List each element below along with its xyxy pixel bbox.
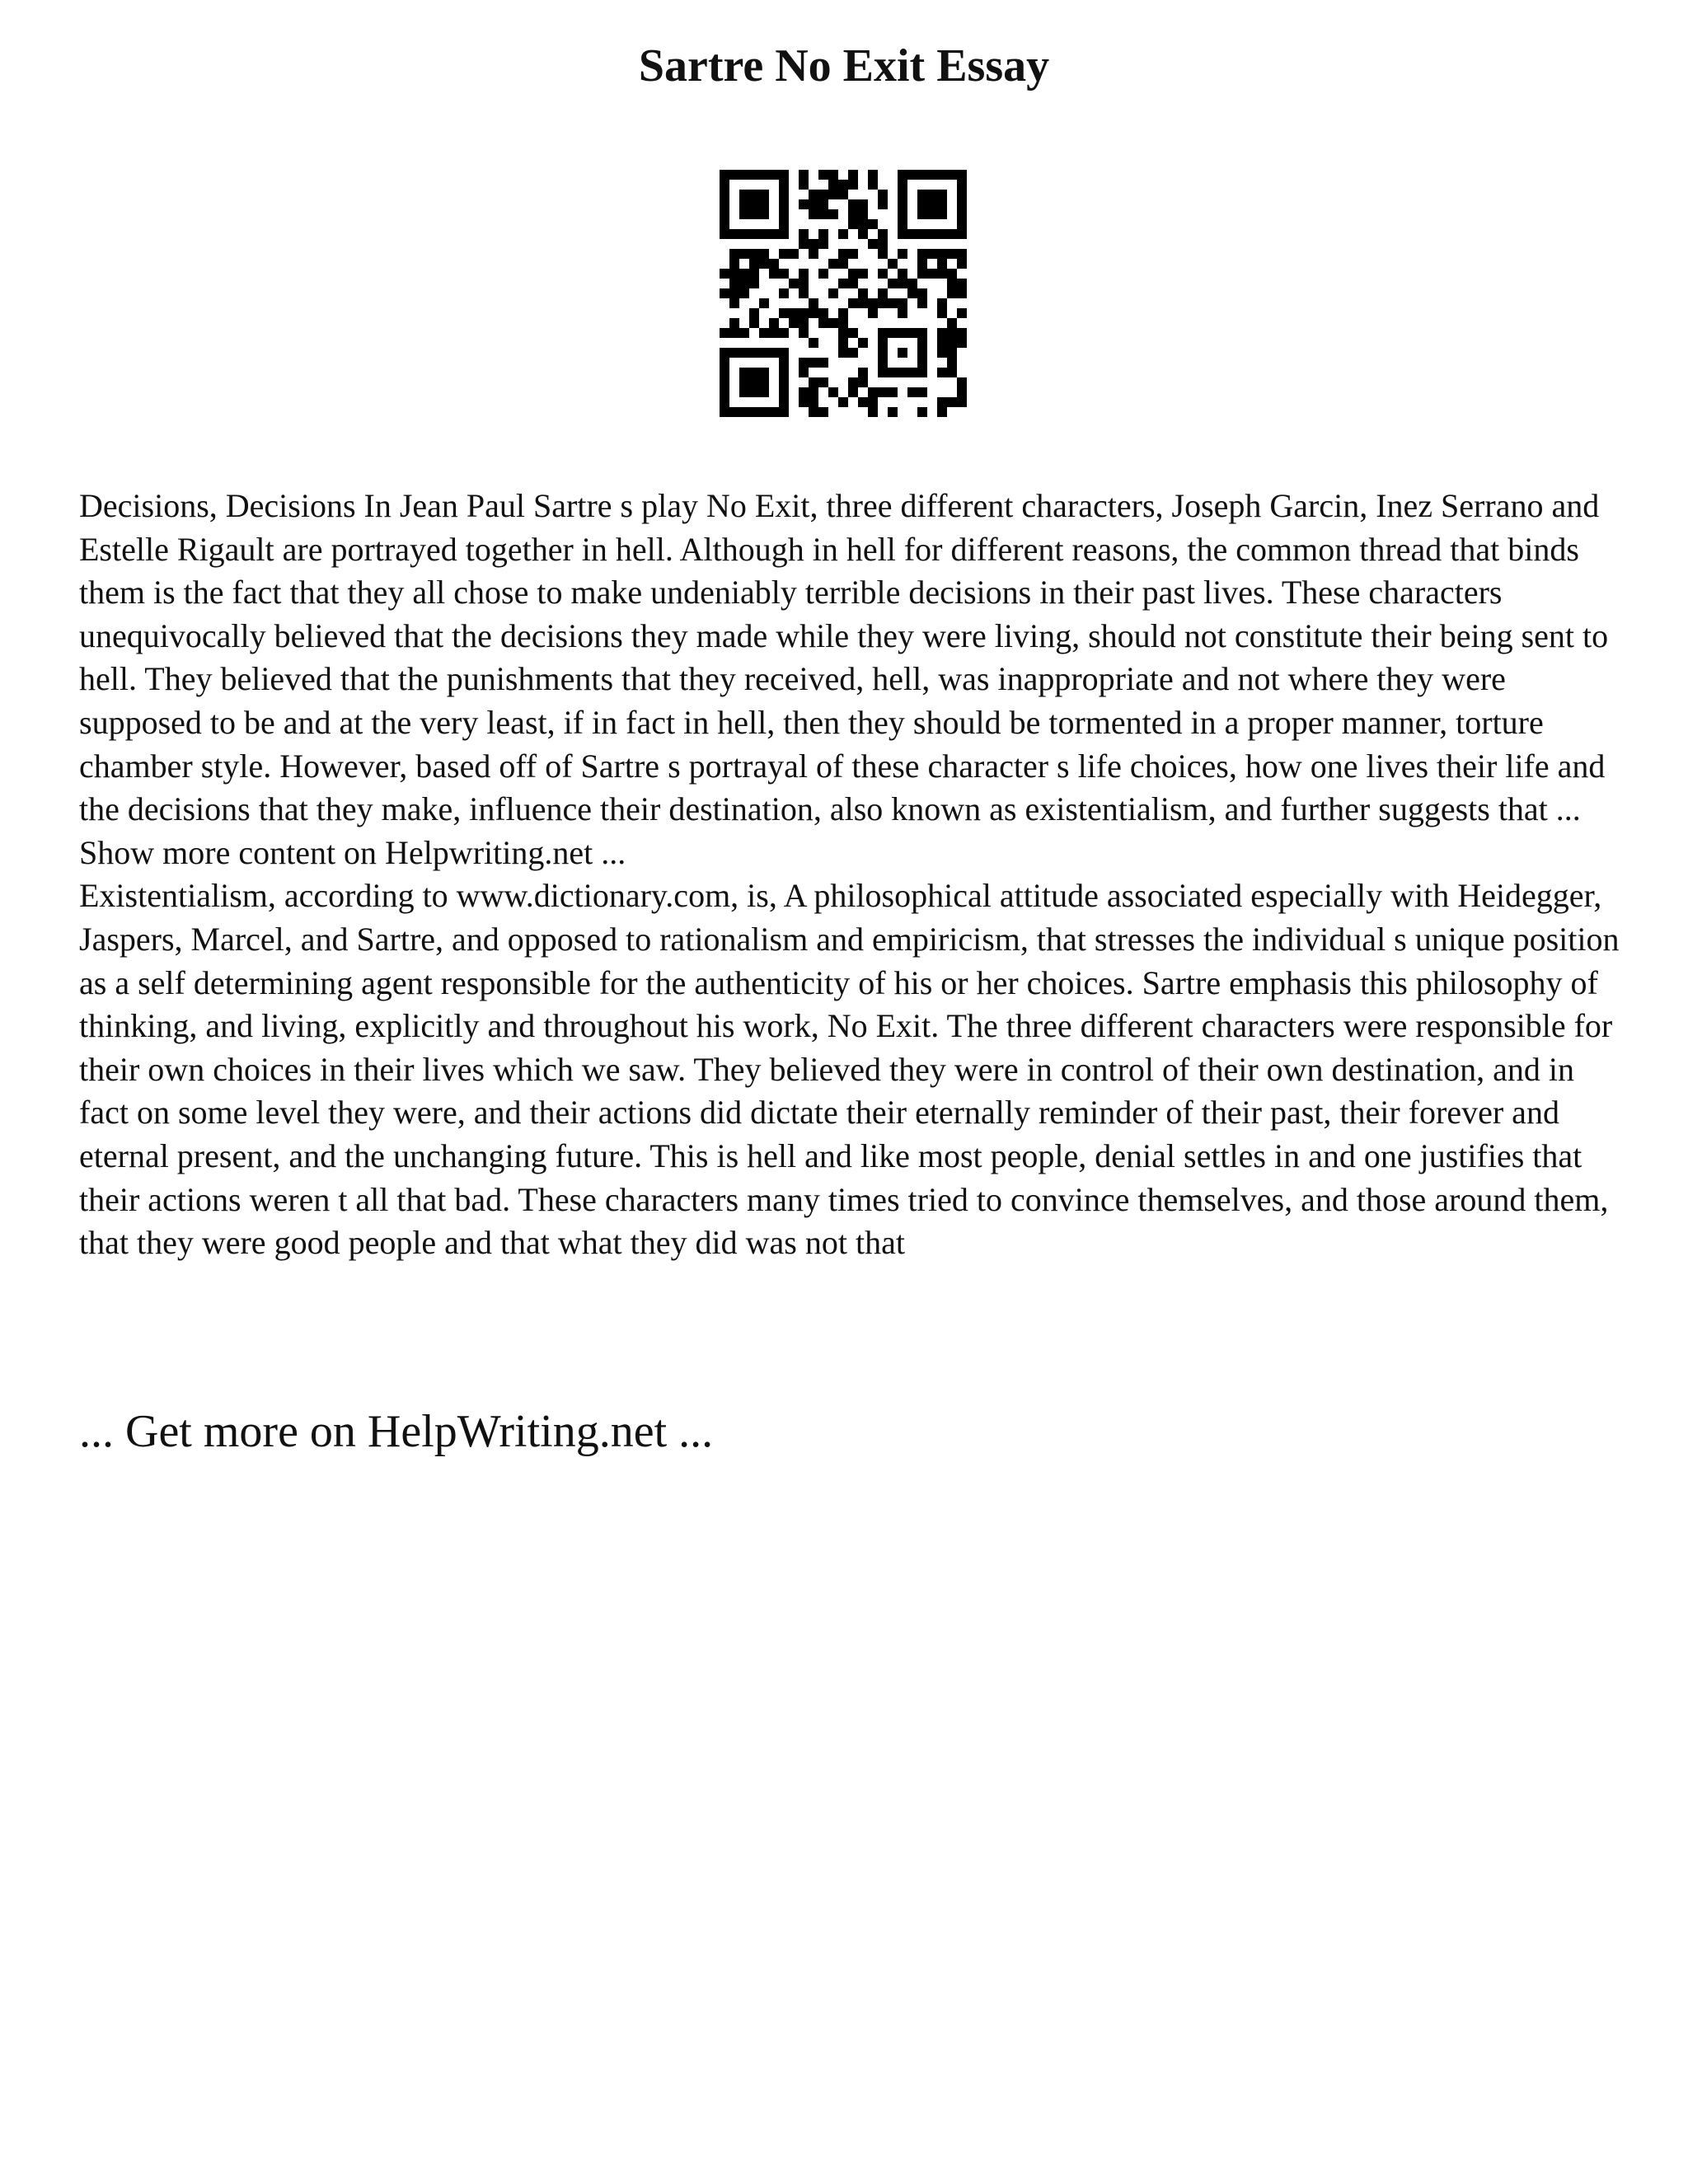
document-title: Sartre No Exit Essay [638,40,1050,91]
get-more-link[interactable]: ... Get more on HelpWriting.net ... [79,1406,714,1457]
qr-code-graphic [720,170,967,417]
qr-code-icon [720,170,967,417]
essay-body [79,485,1629,1265]
essay-paragraph: Existentialism, according to www.dictionary.com, is, A philosophical attitude associated especially with Heidegger, Jaspers, Marcel, and Sartre, and opposed to rationalism and empiricism, that stresses the individual s unique position as a self determining agent responsible for the authenticity of his or her choices. Sartre emphasis this philosophy of thinking, and living, explicitly and throughout his work, No Exit. The three different characters were responsible for their own choices in their lives which we saw. They believed they were in control of their own destination, and in fact on some level they were, and their actions did dictate their eternally reminder of their past, their forever and eternal present, and the unchanging future. This is hell and like most people, denial settles in and one justifies that their actions weren t all that bad. These characters many times tried to convince themselves, and those around them, that they were good people and that what they did was not that [79,877,1620,1262]
essay-paragraph: Decisions, Decisions In Jean Paul Sartre s play No Exit, three different characters, Joseph Garcin, Inez Serrano and Estelle Rigault are portrayed together in hell. Although in hell for different reasons, the common thread that binds them is the fact that they all chose to make undeniably terrible decisions in their past lives. These characters unequivocally believed that the decisions they made while they were living, should not constitute their being sent to hell. They believed that the punishments that they received, hell, was inappropriate and not where they were supposed to be and at the very least, if in fact in hell, then they should be tormented in a proper manner, torture chamber style. However, based off of Sartre s portrayal of these character s life choices, how one lives their life and the decisions that they make, influence their destination, also known as existentialism, and further suggests that ... Show more content on Helpwriting.net ... [79,487,1609,871]
